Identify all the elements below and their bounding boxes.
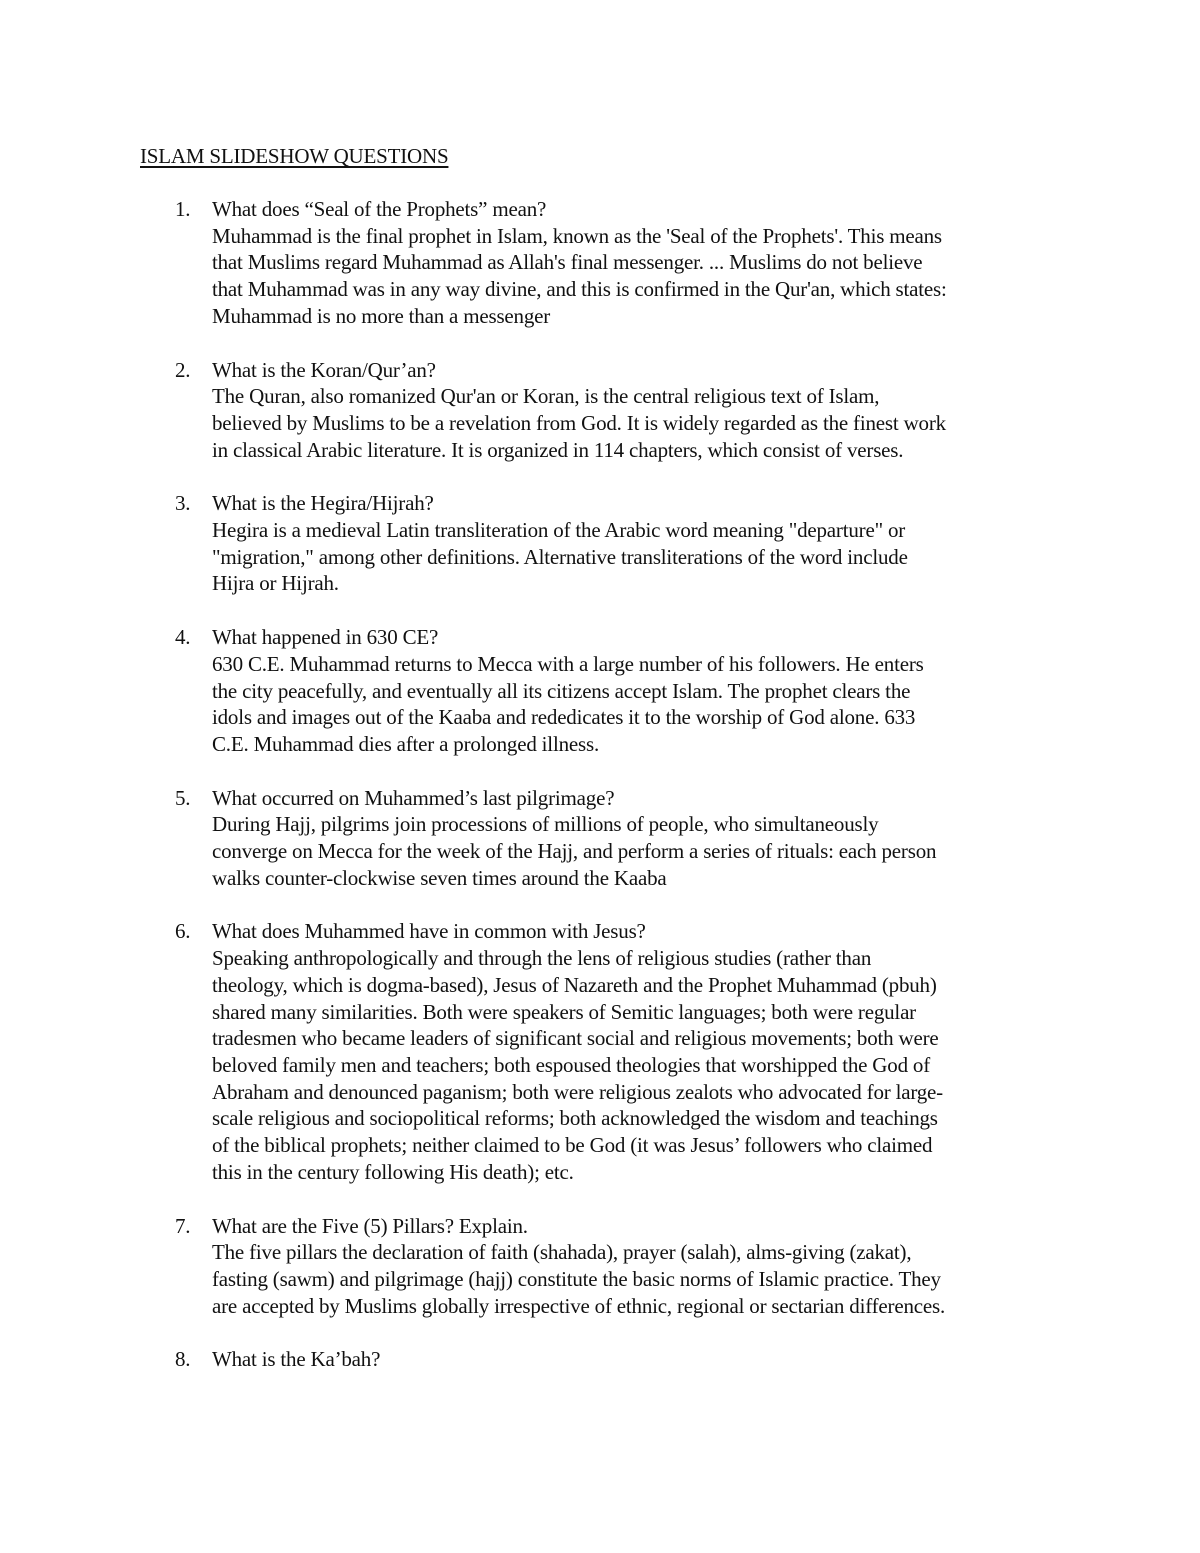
question-item-8 <box>140 1346 1080 1373</box>
answer-text <box>212 517 1080 597</box>
answer-line: tradesmen who became leaders of significant social and religious movements; both were <box>212 1026 939 1051</box>
question-text: What happened in 630 CE? <box>212 625 439 650</box>
answer-line: are accepted by Muslims globally irrespective of ethnic, regional or sectarian differences. <box>212 1293 946 1318</box>
answer-line: that Muhammad was in any way divine, and this is confirmed in the Qur'an, which states: <box>212 277 947 302</box>
question-item-2 <box>140 357 1080 464</box>
question-number: 5. <box>175 785 191 810</box>
answer-text <box>212 945 1080 1185</box>
answer-line: that Muslims regard Muhammad as Allah's final messenger. ... Muslims do not believe <box>212 250 923 275</box>
question-number: 7. <box>175 1213 191 1238</box>
question-text: What is the Koran/Qur’an? <box>212 357 436 382</box>
answer-line: theology, which is dogma-based), Jesus of Nazareth and the Prophet Muhammad (pbuh) <box>212 972 937 997</box>
question-text: What are the Five (5) Pillars? Explain. <box>212 1213 528 1238</box>
answer-line: shared many similarities. Both were speakers of Semitic languages; both were regular <box>212 999 916 1024</box>
question-item-5 <box>140 785 1080 892</box>
answer-text <box>212 1239 1080 1319</box>
answer-line: During Hajj, pilgrims join processions of millions of people, who simultaneously <box>212 812 879 837</box>
answer-line: scale religious and sociopolitical reforms; both acknowledged the wisdom and teachings <box>212 1106 938 1131</box>
answer-line: Hijra or Hijrah. <box>212 571 339 596</box>
answer-text <box>212 223 1080 330</box>
question-number: 4. <box>175 625 191 650</box>
answer-line: believed by Muslims to be a revelation from God. It is widely regarded as the finest work <box>212 410 946 435</box>
question-text: What does “Seal of the Prophets” mean? <box>212 197 547 221</box>
answer-line: converge on Mecca for the week of the Hajj, and perform a series of rituals: each person <box>212 839 937 864</box>
answer-text <box>212 383 1080 463</box>
answer-line: 630 C.E. Muhammad returns to Mecca with a large number of his followers. He enters <box>212 651 924 676</box>
question-number: 6. <box>175 919 191 944</box>
question-number: 1. <box>175 197 191 221</box>
question-item-4 <box>140 624 1080 758</box>
answer-line: The Quran, also romanized Qur'an or Koran, is the central religious text of Islam, <box>212 384 880 409</box>
answer-line: walks counter-clockwise seven times around the Kaaba <box>212 865 667 890</box>
document-title: ISLAM SLIDESHOW QUESTIONS <box>140 144 449 168</box>
answer-line: Muhammad is no more than a messenger <box>212 303 551 328</box>
answer-line: Hegira is a medieval Latin transliteration of the Arabic word meaning "departure" or <box>212 518 906 543</box>
question-number: 3. <box>175 491 191 516</box>
answer-line: this in the century following His death); etc. <box>212 1159 574 1184</box>
question-item-7 <box>140 1213 1080 1320</box>
question-item-6 <box>140 918 1080 1185</box>
answer-line: Speaking anthropologically and through the lens of religious studies (rather than <box>212 946 872 971</box>
question-text: What occurred on Muhammed’s last pilgrimage? <box>212 785 615 810</box>
answer-line: The five pillars the declaration of faith (shahada), prayer (salah), alms-giving (zakat), <box>212 1240 912 1265</box>
question-number: 8. <box>175 1347 191 1372</box>
answer-line: idols and images out of the Kaaba and rededicates it to the worship of God alone. 633 <box>212 705 916 730</box>
answer-text <box>212 651 1080 758</box>
question-number: 2. <box>175 357 191 382</box>
answer-line: C.E. Muhammad dies after a prolonged illness. <box>212 731 599 756</box>
question-text: What is the Hegira/Hijrah? <box>212 491 434 516</box>
answer-text <box>212 811 1080 891</box>
answer-line: of the biblical prophets; neither claimed to be God (it was Jesus’ followers who claimed <box>212 1133 933 1158</box>
answer-line: fasting (sawm) and pilgrimage (hajj) constitute the basic norms of Islamic practice. They <box>212 1266 941 1291</box>
question-text: What does Muhammed have in common with Jesus? <box>212 919 646 944</box>
answer-line: beloved family men and teachers; both espoused theologies that worshipped the God of <box>212 1052 931 1077</box>
answer-line: Muhammad is the final prophet in Islam, known as the 'Seal of the Prophets'. This means <box>212 223 942 248</box>
question-text: What is the Ka’bah? <box>212 1347 381 1372</box>
question-list <box>140 196 1080 1400</box>
question-item-3 <box>140 490 1080 597</box>
answer-line: Abraham and denounced paganism; both were religious zealots who advocated for large- <box>212 1079 943 1104</box>
answer-line: "migration," among other definitions. Alternative transliterations of the word include <box>212 544 908 569</box>
answer-line: in classical Arabic literature. It is organized in 114 chapters, which consist of verses. <box>212 437 904 462</box>
answer-line: the city peacefully, and eventually all its citizens accept Islam. The prophet clears the <box>212 678 911 703</box>
question-item-1 <box>140 196 1080 330</box>
